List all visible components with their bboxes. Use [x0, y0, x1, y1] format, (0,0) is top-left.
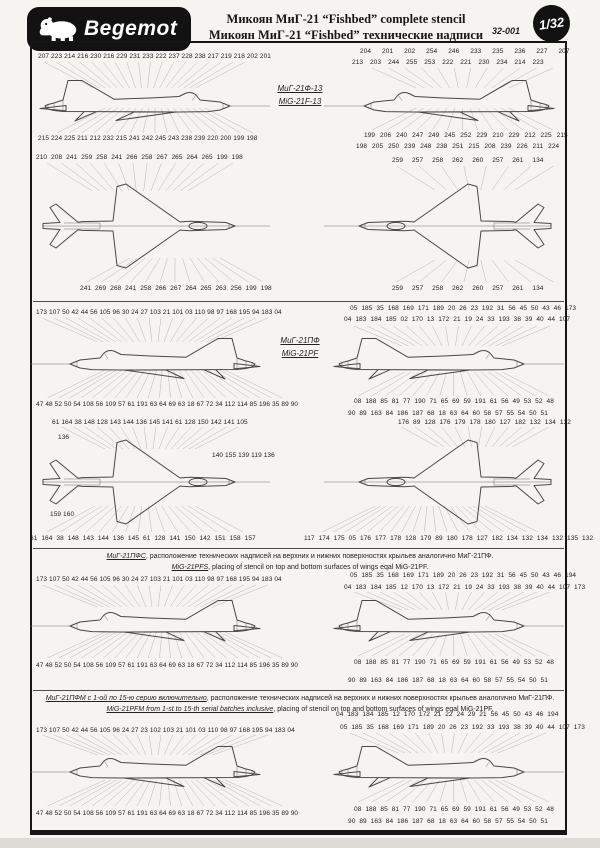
aircraft-top-view-drawing — [324, 432, 564, 532]
note-caption-lead: МиГ-21ПФМ с 1-ой по 15-ю серию включительно — [45, 695, 207, 702]
stencil-number-row: 204 201 202 254 246 233 235 236 227 207 — [360, 48, 570, 55]
aircraft-side-view-drawing — [30, 334, 270, 394]
stencil-number-row: 08 188 85 81 77 190 71 65 69 59 191 61 56 49 53 52 48 — [354, 659, 554, 666]
note-caption-text: , расположение технических надписей на верхних и нижних поверхностях крыльев аналогично МиГ-21ПФ. — [206, 695, 555, 702]
stencil-number-row: 08 188 85 81 77 190 71 65 69 59 191 61 56 49 53 52 48 — [354, 806, 554, 813]
aircraft-top-view-drawing — [30, 176, 270, 276]
stencil-number-row: 05 185 35 168 169 171 189 20 26 23 192 31 56 45 50 43 46 173 — [350, 305, 577, 312]
stencil-number-row: 90 89 163 84 186 187 68 18 63 64 60 58 57 55 54 50 51 — [348, 410, 548, 417]
stencil-number-row: 173 107 50 42 44 56 105 96 30 24 27 103 21 101 03 110 98 97 168 195 94 183 04 — [36, 576, 282, 583]
stencil-number-row: 159 160 — [50, 511, 75, 518]
note-caption-lead: MiG-21PFM from 1-st to 15-th serial batches inclusive — [106, 706, 274, 713]
aircraft-top-view-drawing — [324, 176, 564, 276]
aircraft-side-view-drawing — [30, 76, 270, 136]
aircraft-type-label: МиГ-21Ф-13 — [277, 84, 323, 93]
stencil-number-row: 05 185 35 168 169 171 189 20 26 23 192 31 56 45 50 43 46 194 — [350, 572, 577, 579]
stencil-number-row: 117 174 175 05 176 177 178 128 179 89 180 178 127 182 134 132 134 132 135 132 — [304, 535, 594, 542]
aircraft-side-view-drawing — [30, 596, 270, 656]
stencil-number-row: 90 89 163 84 186 187 68 18 63 64 60 58 57 55 54 50 51 — [348, 818, 548, 825]
stencil-number-row: 140 155 139 119 136 — [212, 452, 275, 459]
stencil-number-row: 136 — [58, 434, 70, 441]
stencil-number-row: 215 224 225 211 212 232 215 241 242 245 243 238 239 220 200 199 198 — [38, 135, 258, 142]
stencil-number-row: 47 48 52 50 54 108 56 109 57 61 191 63 64 69 63 18 67 72 34 112 114 85 196 35 89 90 — [36, 810, 299, 817]
note-caption-text: , placing of stencil on top and bottom surfaces of wings eqal MiG-21PF. — [273, 706, 494, 713]
aircraft-side-view-drawing — [324, 76, 564, 136]
stencil-number-row: 199 206 240 247 249 245 252 229 210 229 212 225 215 — [364, 132, 568, 139]
stencil-number-row: 08 188 85 81 77 190 71 65 69 59 191 61 56 49 53 52 48 — [354, 398, 554, 405]
stencil-number-row: 173 107 50 42 44 56 105 96 30 24 27 103 21 101 03 110 98 97 168 195 94 183 04 — [36, 309, 282, 316]
note-caption-text: , placing of stencil on top and bottom surfaces of wings eqal MiG-21PF. — [208, 564, 429, 571]
sheet-title — [198, 11, 494, 43]
note-caption-lead: MiG-21PFS — [171, 564, 209, 571]
stencil-number-row: 259 257 258 262 260 257 261 134 — [392, 285, 544, 292]
stencil-number-row: 90 89 163 84 186 187 68 18 63 64 60 58 57 55 54 50 51 — [348, 677, 548, 684]
aircraft-side-view-drawing — [324, 334, 564, 394]
title-line-en: Микоян МиГ-21 “Fishbed” complete stencil — [226, 12, 466, 26]
stencil-number-row: 61 164 38 148 128 143 144 136 145 141 61 128 150 142 141 105 — [52, 419, 248, 426]
stencil-number-row: 207 223 214 216 230 216 229 231 233 222 237 228 238 217 219 218 202 201 — [38, 53, 272, 60]
hippo-icon — [37, 15, 79, 43]
scale-badge: 1/32 — [531, 3, 573, 45]
title-line-ru: Микоян МиГ-21 “Fishbed” технические надписи — [208, 28, 484, 42]
note-caption — [36, 695, 564, 702]
stencil-number-row: 176 89 128 176 179 178 180 127 182 132 134 132 — [398, 419, 571, 426]
stencil-number-row: 47 48 52 50 54 108 56 109 57 61 191 63 64 69 63 18 67 72 34 112 114 85 196 35 89 90 — [36, 662, 299, 669]
divider-line — [33, 301, 564, 302]
aircraft-side-view-drawing — [324, 742, 564, 802]
brand-name: Begemot — [84, 17, 178, 40]
aircraft-side-view-drawing — [324, 596, 564, 656]
note-caption — [36, 564, 564, 571]
stencil-number-row: 198 205 250 239 248 238 251 215 208 239 226 211 224 — [356, 143, 560, 150]
stencil-number-row: 61 164 38 148 143 144 136 145 61 128 141 150 142 151 158 157 — [30, 535, 256, 542]
divider-line — [33, 690, 564, 691]
divider-line — [33, 548, 564, 549]
aircraft-type-label: MiG-21PF — [281, 349, 319, 358]
stencil-number-row: 241 269 268 241 258 266 267 264 265 263 256 199 198 — [80, 285, 272, 292]
item-number: 32-001 — [492, 26, 521, 36]
note-caption — [36, 553, 564, 560]
scan-edge — [0, 838, 600, 848]
aircraft-side-view-drawing — [30, 742, 270, 802]
stencil-number-row: 47 48 52 50 54 108 56 109 57 61 191 63 64 69 63 18 67 72 34 112 114 85 196 35 89 90 — [36, 401, 299, 408]
stencil-number-row: 213 203 244 255 253 222 221 230 234 214 223 — [352, 59, 544, 66]
aircraft-type-label: MiG-21F-13 — [278, 97, 322, 106]
stencil-number-row: 173 107 50 42 44 56 105 96 24 27 23 102 103 21 101 03 110 98 97 168 195 94 183 04 — [36, 727, 295, 734]
stencil-number-row: 05 185 35 168 169 171 189 20 26 23 192 33 193 38 39 40 44 107 173 — [340, 724, 585, 731]
stencil-number-row: 04 183 184 185 02 170 13 172 21 19 24 33 193 38 39 40 44 107 — [344, 316, 571, 323]
note-caption-lead: МиГ-21ПФС — [106, 553, 146, 560]
stencil-number-row: 259 257 258 262 260 257 261 134 — [392, 157, 544, 164]
stencil-number-row: 210 208 241 259 258 241 266 258 267 265 264 265 199 198 — [36, 154, 243, 161]
stencil-number-row: 04 183 184 185 12 170 172 21 22 24 29 21 56 45 50 43 46 194 — [336, 711, 559, 718]
note-caption-text: , расположение технических надписей на верхних и нижних поверхностях крыльев аналогично МиГ-21ПФ. — [145, 553, 494, 560]
aircraft-type-label: МиГ-21ПФ — [280, 336, 320, 345]
stencil-number-row: 04 183 184 185 12 170 13 172 21 19 24 33 193 38 39 40 44 107 173 — [344, 584, 586, 591]
